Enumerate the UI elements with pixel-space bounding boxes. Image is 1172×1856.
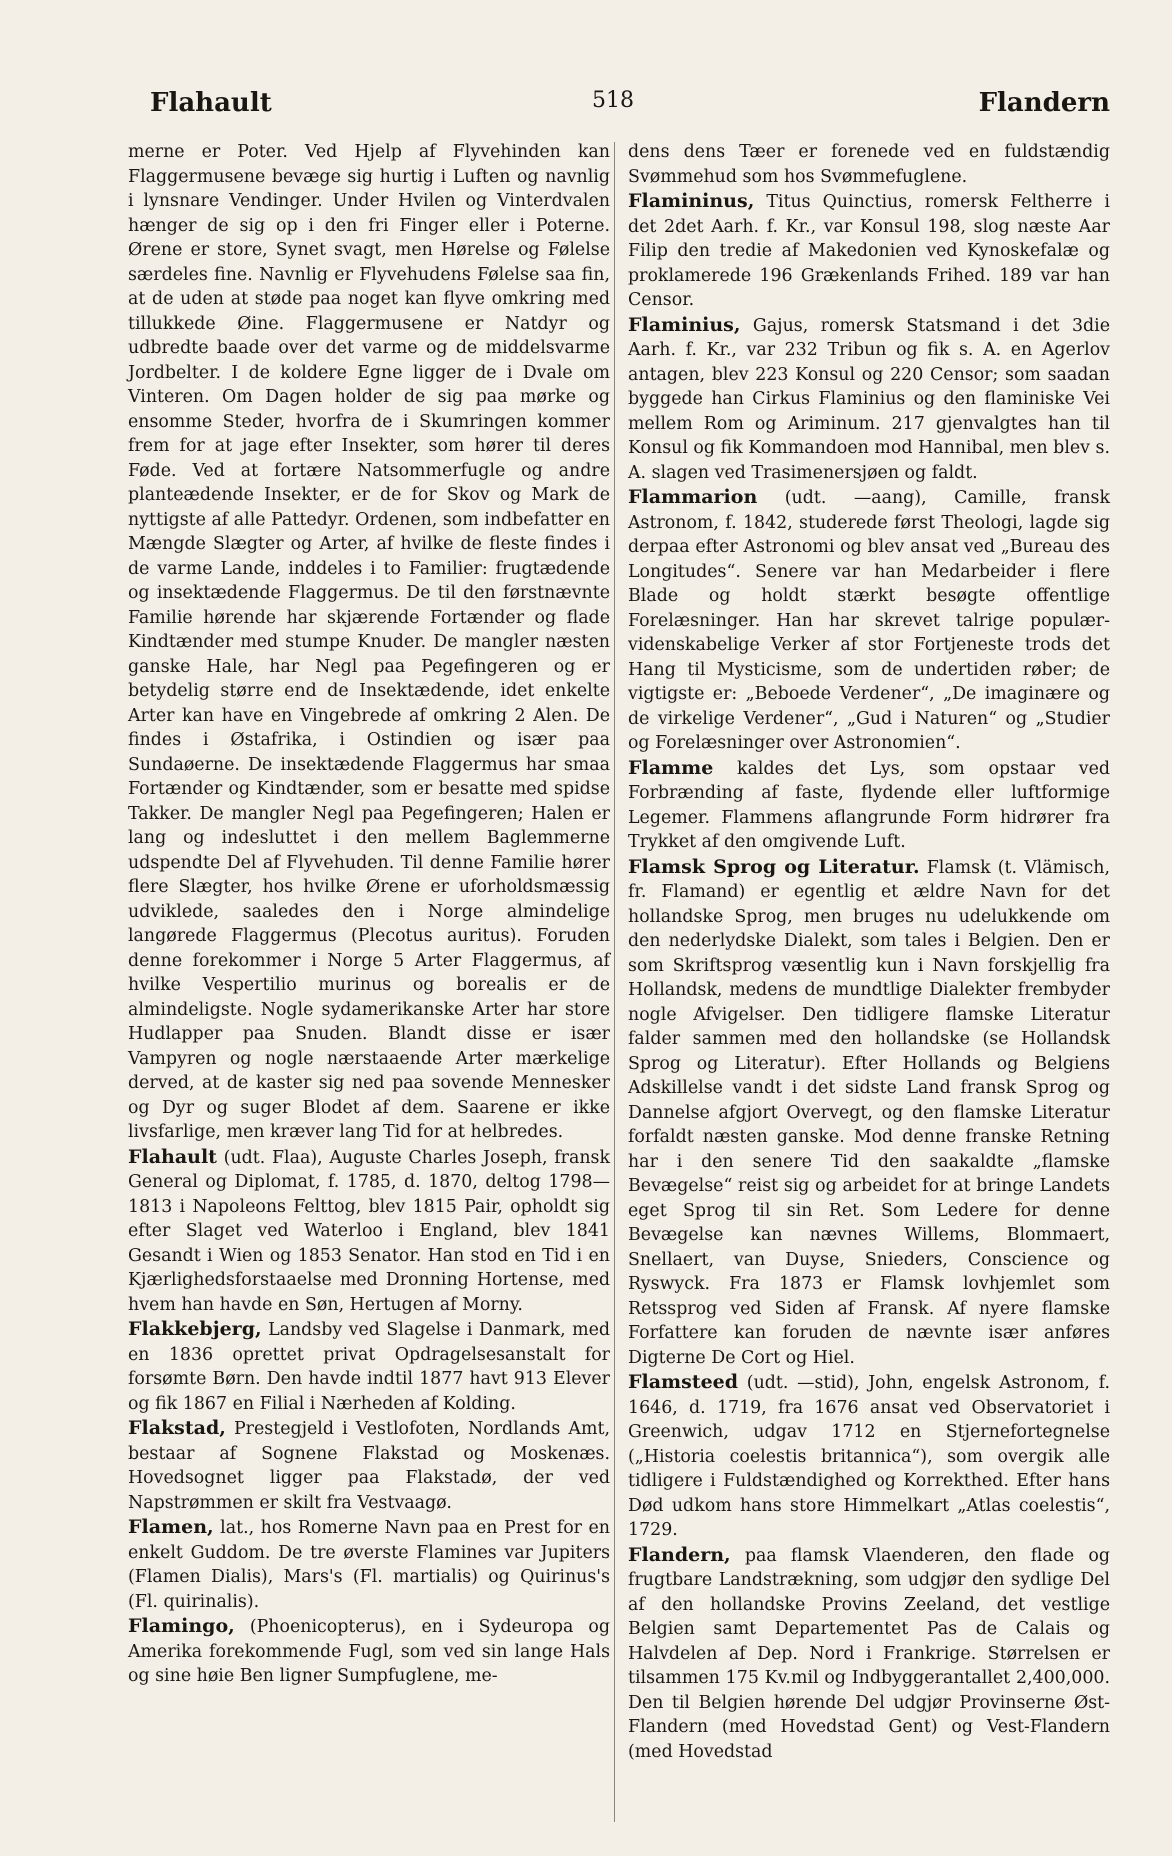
entry — [628, 485, 1110, 756]
entry-headword: Flammarion — [628, 486, 758, 508]
entry-text: dens dens Tæer er forenede ved en fuldstændig Svømmehud som hos Svømmefuglene. — [628, 142, 1110, 187]
entry-headword: Flamen, — [128, 1516, 214, 1538]
entry-headword: Flahault — [128, 1145, 217, 1168]
entry-headword: Flamininus, — [628, 190, 755, 212]
entry — [628, 1543, 1110, 1765]
header-left-guideword: Flahault — [150, 88, 272, 118]
header-right-guideword: Flandern — [978, 88, 1110, 118]
entry — [628, 313, 1110, 486]
entry-continuation — [128, 140, 610, 1145]
entry — [628, 189, 1110, 313]
entry — [128, 1614, 610, 1689]
right-column — [628, 140, 1110, 1764]
entry — [628, 855, 1110, 1371]
page-number: 518 — [592, 88, 634, 113]
entry — [128, 1317, 610, 1416]
entry — [128, 1515, 610, 1614]
page-header — [150, 88, 1110, 128]
entry — [628, 756, 1110, 855]
entry-text: (udt. Flaa), Auguste Charles Joseph, fransk General og Diplomat, f. 1785, d. 1870, deltog 1798—1813 i Napoleons Felttog, blev 1815 Pair, opholdt sig efter Slaget ved Waterloo i England, blev 1841 Gesandt i Wien og 1853 Senator. Han stod en Tid i en Kjærlighedsforstaaelse med Dronning Hortense, med hvem han havde en Søn, Hertugen af Morny. — [128, 1147, 611, 1315]
entry — [628, 1370, 1110, 1543]
entry-headword: Flandern, — [628, 1543, 731, 1566]
entry-text: (udt. —aang), Camille, fransk Astronom, f. 1842, studerede først Theologi, lagde sig derpaa efter Astronomi og blev ansat ved „Bureau des Longitudes“. Senere var han Medarbeider i flere Blade og holdt stærkt besøgte offentlige Forelæsninger. Han har skrevet talrige populær-videnskabelige Verker af stor Fortjeneste trods det Hang til Mysticisme, som de undertiden røber; de vigtigste er: „Beboede Verdener“, „De imaginære og de virkelige Verdener“, „Gud i Naturen“ og „Studier og Forelæsninger over Astronomien“. — [628, 488, 1110, 753]
entry — [128, 1145, 610, 1318]
entry-headword: Flamsk Sprog og Literatur. — [628, 855, 920, 878]
entry-text: Prestegjeld i Vestlofoten, Nordlands Amt, bestaar af Sognene Flakstad og Moskenæs. Hovedsognet ligger paa Flakstadø, der ved Napstrømmen er skilt fra Vestvaagø. — [128, 1419, 610, 1513]
entry-headword: Flamsteed — [628, 1371, 739, 1393]
entry-text: merne er Poter. Ved Hjelp af Flyvehinden kan Flaggermusene bevæge sig hurtig i Luften og navnlig i lynsnare Vendinger. Under Hvilen og Vinterdvalen hænger de sig op i den fri Finger eller i Poterne. Ørene er store, Synet svagt, men Hørelse og Følelse særdeles fine. Navnlig er Flyvehudens Følelse saa fin, at de uden at støde paa noget kan flyve omkring med tillukkede Øine. Flaggermusene er Natdyr og udbredte baade over det varme og de middelsvarme Jordbelter. I de koldere Egne ligger de i Dvale om Vinteren. Om Dagen holder de sig paa mørke og ensomme Steder, hvorfra de i Skumringen kommer frem for at jage efter Insekter, som hører til deres Føde. Ved at fortære Natsommerfugle og andre planteædende Insekter, er de for Skov og Mark de nyttigste af alle Pattedyr. Ordenen, som indbefatter en Mængde Slægter og Arter, af hvilke de fleste findes i de varme Lande, inddeles i to Familier: frugtædende og insektædende Flaggermus. De til den førstnævnte Familie hørende har skjærende Fortænder og flade Kindtænder med stumpe Knuder. De mangler næsten ganske Hale, har Negl paa Pegefingeren og er betydelig større end de Insektædende, idet enkelte Arter kan have en Vingebrede af omkring 2 Alen. De findes i Østafrika, i Ostindien og især paa Sundaøerne. De insektædende Flaggermus har smaa Fortænder og Kindtænder, som er besatte med spidse Takker. De mangler Negl paa Pegefingeren; Halen er lang og indesluttet i den mellem Baglemmerne udspendte Del af Flyvehuden. Til denne Familie hører flere Slægter, hos hvilke Ørene er uforholdsmæssig udviklede, saaledes den i Norge almindelige langørede Flaggermus (Plecotus auritus). Foruden denne forekommer i Norge 5 Arter Flaggermus, af hvilke Vespertilio murinus og borealis er de almindeligste. Nogle sydamerikanske Arter har store Hudlapper paa Snuden. Blandt disse er især Vampyren og nogle nærstaaende Arter mærkelige derved, at de kaster sig ned paa sovende Mennesker og Dyr og suger Blodet af dem. Saarene er ikke livsfarlige, men kræver lang Tid for at helbredes. — [128, 142, 610, 1142]
entry-headword: Flakkebjerg, — [128, 1318, 262, 1340]
entry-headword: Flaminius, — [628, 313, 741, 336]
entry-headword: Flamme — [628, 756, 714, 779]
entry-continuation — [628, 140, 1110, 189]
entry-headword: Flakstad, — [128, 1417, 226, 1439]
entry-text: kaldes det Lys, som opstaar ved Forbrænding af faste, flydende eller luftformige Legemer. Flammens aflangrunde Form hidrører fra Trykket af den omgivende Luft. — [628, 758, 1110, 852]
entry-text: Gajus, romersk Statsmand i det 3die Aarh. f. Kr., var 232 Tribun og fik s. A. en Agerlov antagen, blev 223 Konsul og 220 Censor; som saadan byggede han Cirkus Flaminius og den flaminiske Vei mellem Rom og Ariminum. 217 gjenvalgtes han til Konsul og fik Kommandoen mod Hannibal, men blev s. A. slagen ved Trasimenersjøen og faldt. — [628, 315, 1111, 483]
entry-text: (Phoenicopterus), en i Sydeuropa og Amerika forekommende Fugl, som ved sin lange Hals og sine høie Ben ligner Sumpfuglene, me- — [128, 1617, 610, 1686]
column-divider — [614, 142, 615, 1822]
entry-headword: Flamingo, — [128, 1615, 235, 1637]
entry-text: Titus Quinctius, romersk Feltherre i det 2det Aarh. f. Kr., var Konsul 198, slog næste Aar Filip den tredie af Makedonien ved Kynoskefalæ og proklamerede 196 Grækenlands Frihed. 189 var han Censor. — [628, 192, 1110, 310]
entry-text: paa flamsk Vlaenderen, den flade og frugtbare Landstrækning, som udgjør den sydlige Del af den hollandske Provins Zeeland, det vestlige Belgien samt Departementet Pas de Calais og Halvdelen af Dep. Nord i Frankrige. Størrelsen er tilsammen 175 Kv.mil og Indbyggerantallet 2,400,000. Den til Belgien hørende Del udgjør Provinserne Øst-Flandern (med Hovedstad Gent) og Vest-Flandern (med Hovedstad — [628, 1545, 1110, 1762]
entry-text: (udt. —stid), John, engelsk Astronom, f. 1646, d. 1719, fra 1676 ansat ved Observatoriet i Greenwich, udgav 1712 en Stjernefortegnelse („Historia coelestis britannica“), som overgik alle tidligere i Fuldstændighed og Korrekthed. Efter hans Død udkom hans store Himmelkart „Atlas coelestis“, 1729. — [628, 1373, 1110, 1540]
entry — [128, 1416, 610, 1515]
entry-text: Flamsk (t. Vlämisch, fr. Flamand) er egentlig et ældre Navn for det hollandske Sprog, men bruges nu udelukkende om den nederlydske Dialekt, som tales i Belgien. Den er som Skriftsprog væsentlig kun i Navn forskjellig fra Hollandsk, medens de mundtlige Dialekter frembyder nogle Afvigelser. Den tidligere flamske Literatur falder sammen med den hollandske (se Hollandsk Sprog og Literatur). Efter Hollands og Belgiens Adskillelse vandt i det sidste Land fransk Sprog og Dannelse afgjort Overvegt, og den flamske Literatur forfaldt næsten ganske. Mod denne franske Retning har i den senere Tid den saakaldte „flamske Bevægelse“ reist sig og arbeidet for at bringe Landets eget Sprog til sin Ret. Som Ledere for denne Bevægelse kan nævnes Willems, Blommaert, Snellaert, van Duyse, Snieders, Conscience og Ryswyck. Fra 1873 er Flamsk lovhjemlet som Retssprog ved Siden af Fransk. Af nyere flamske Forfattere kan foruden de nævnte især anføres Digterne De Cort og Hiel. — [628, 857, 1111, 1368]
entry-text: Landsby ved Slagelse i Danmark, med en 1836 oprettet privat Opdragelsesanstalt for forsømte Børn. Den havde indtil 1877 havt 913 Elever og fik 1867 en Filial i Nærheden af Kolding. — [128, 1320, 611, 1414]
left-column — [128, 140, 610, 1689]
entry-text: lat., hos Romerne Navn paa en Prest for en enkelt Guddom. De tre øverste Flamines var Jupiters (Flamen Dialis), Mars's (Fl. martialis) og Quirinus's (Fl. quirinalis). — [128, 1518, 610, 1612]
